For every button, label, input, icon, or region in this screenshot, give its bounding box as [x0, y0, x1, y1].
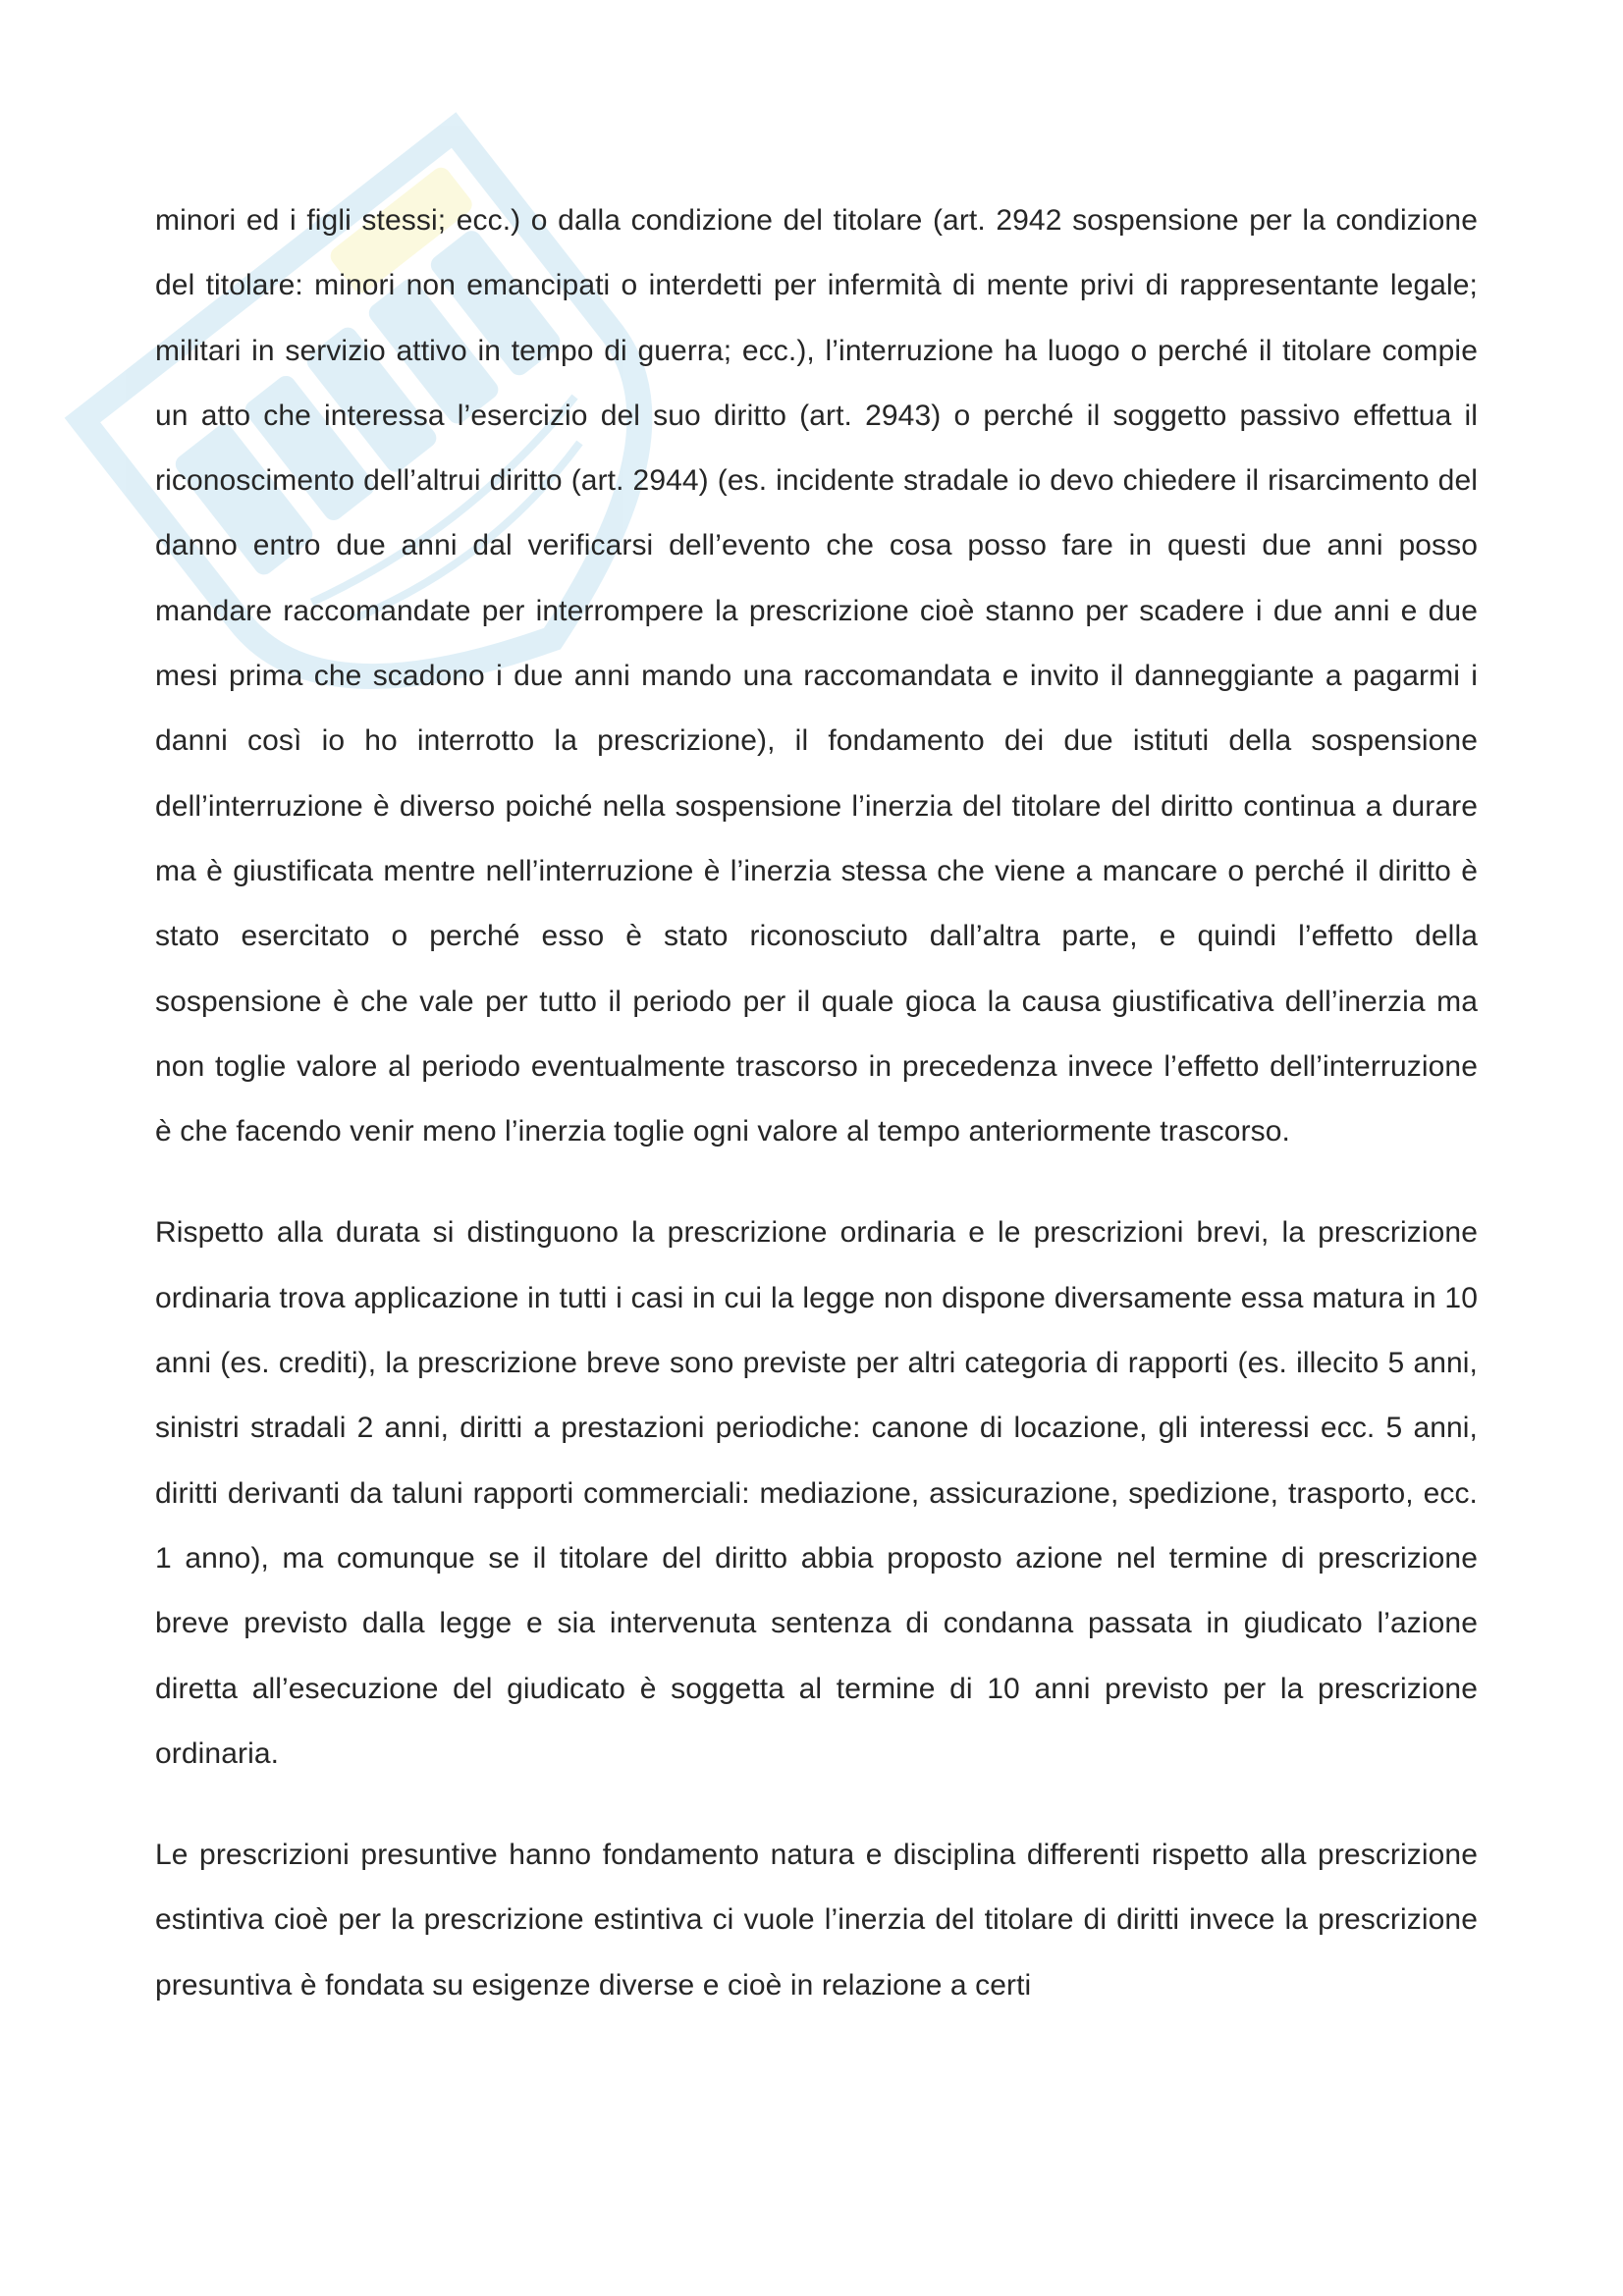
paragraph-durata-prescrizione: Rispetto alla durata si distinguono la prescrizione ordinaria e le prescrizioni brevi, la prescrizione ordinaria trova applicazione in tutti i casi in cui la legge non dispone diversamente essa matura in 10 anni (es. crediti), la prescrizione breve sono previste per altri categoria di rapporti (es. illecito 5 anni, sinistri stradali 2 anni, diritti a prestazioni periodiche: canone di locazione, gli interessi ecc. 5 anni, diritti derivanti da taluni rapporti commerciali: mediazione, assicurazione, spedizione, trasporto, ecc. 1 anno), ma comunque se il titolare del diritto abbia proposto azione nel termine di prescrizione breve previsto dalla legge e sia intervenuta sentenza di condanna passata in giudicato l’azione diretta all’esecuzione del giudicato è soggetta al termine di 10 anni previsto per la prescrizione ordinaria. — [155, 1216, 1478, 1770]
document-body — [155, 188, 1478, 2055]
paragraph-prescrizioni-presuntive: Le prescrizioni presuntive hanno fondamento natura e disciplina differenti rispetto alla prescrizione estintiva cioè per la prescrizione estintiva ci vuole l’inerzia del titolare di diritti invece la prescrizione presuntiva è fondata su esigenze diverse e cioè in relazione a certi — [155, 1839, 1478, 2002]
paragraph-sospensione-interruzione: minori ed i figli stessi; ecc.) o dalla condizione del titolare (art. 2942 sospensione per la condizione del titolare: minori non emancipati o interdetti per infermità di mente privi di rappresentante legale; militari in servizio attivo in tempo di guerra; ecc.), l’interruzione ha luogo o perché il titolare compie un atto che interessa l’esercizio del suo diritto (art. 2943) o perché il soggetto passivo effettua il riconoscimento dell’altrui diritto (art. 2944) (es. incidente stradale io devo chiedere il risarcimento del danno entro due anni dal verificarsi dell’evento che cosa posso fare in questi due anni posso mandare raccomandate per interrompere la prescrizione cioè stanno per scadere i due anni e due mesi prima che scadono i due anni mando una raccomandata e invito il danneggiante a pagarmi i danni così io ho interrotto la prescrizione), il fondamento dei due istituti della sospensione dell’interruzione è diverso poiché nella sospensione l’inerzia del titolare del diritto continua a durare ma è giustificata mentre nell’interruzione è l’inerzia stessa che viene a mancare o perché il diritto è stato esercitato o perché esso è stato riconosciuto dall’altra parte, e quindi l’effetto della sospensione è che vale per tutto il periodo per il quale gioca la causa giustificativa dell’inerzia ma non toglie valore al periodo eventualmente trascorso in precedenza invece l’effetto dell’interruzione è che facendo venir meno l’inerzia toglie ogni valore al tempo anteriormente trascorso. — [155, 204, 1478, 1148]
